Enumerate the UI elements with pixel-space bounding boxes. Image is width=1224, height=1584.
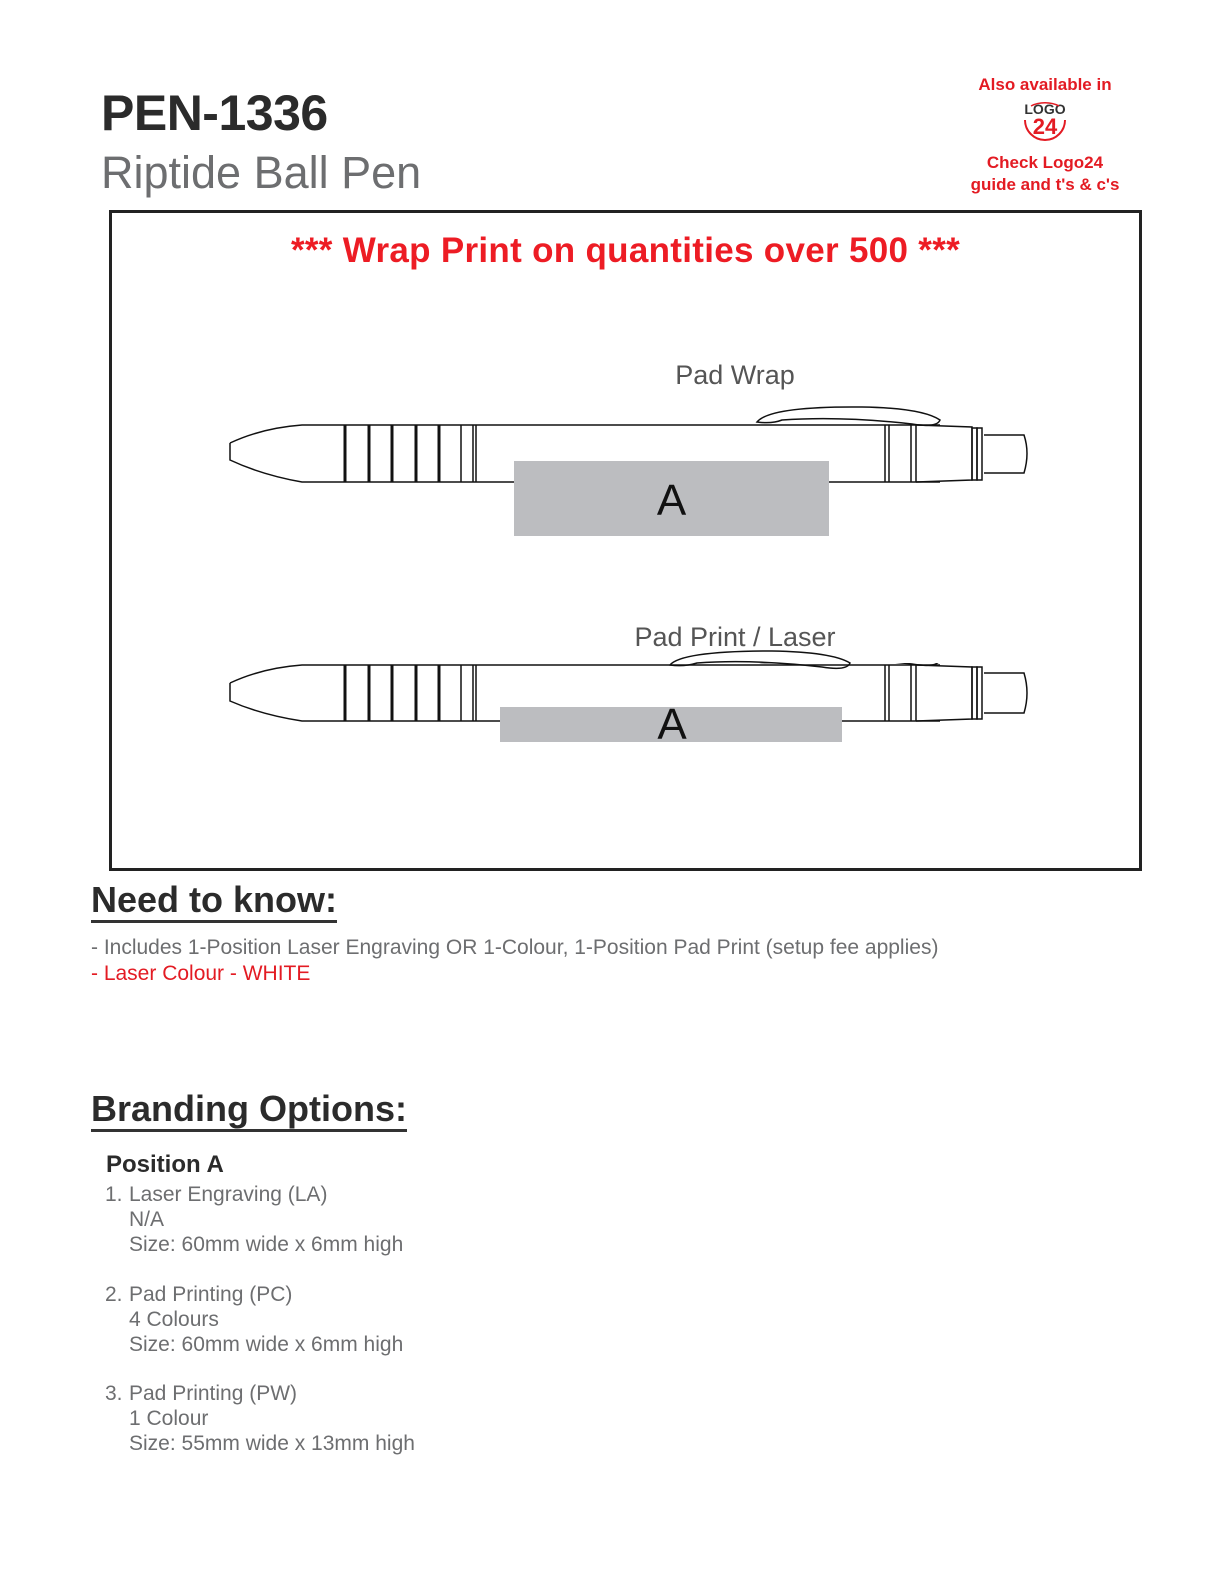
promo-line-check: Check Logo24 [986,153,1104,173]
option-number: 1. [105,1183,123,1206]
branding-option [105,1182,403,1257]
branding-options-section [91,1090,407,1132]
position-marker-a: A [657,700,687,749]
option-size: Size: 55mm wide x 13mm high [129,1432,415,1455]
option-name: Pad Printing (PC) [129,1283,293,1306]
view-label-pad-wrap: Pad Wrap [675,360,795,390]
wrap-print-banner: *** Wrap Print on quantities over 500 *** [290,231,961,270]
need-to-know-section [91,881,337,923]
pen-diagram-frame [109,210,1142,871]
option-colours: 1 Colour [129,1407,209,1430]
option-number: 2. [105,1283,123,1306]
print-area-a-wrap: A [514,461,829,536]
view-label-pad-print-laser: Pad Print / Laser [634,622,836,652]
product-code: PEN-1336 [101,85,328,141]
need-to-know-item-laser-colour: - Laser Colour - WHITE [91,962,311,985]
option-colours: N/A [129,1208,165,1231]
branding-option [105,1282,403,1357]
branding-option [105,1381,415,1456]
option-size: Size: 60mm wide x 6mm high [129,1233,404,1256]
position-a-heading: Position A [106,1151,224,1178]
option-colours: 4 Colours [129,1308,219,1331]
logo24-icon [1017,100,1073,150]
need-to-know-heading: Need to know: [91,881,337,923]
promo-line-guide: guide and t's & c's [970,175,1120,195]
logo24-promo [950,74,1140,196]
option-name: Laser Engraving (LA) [129,1183,328,1206]
product-name: Riptide Ball Pen [101,147,422,198]
logo24-number: 24 [1032,114,1058,140]
option-name: Pad Printing (PW) [129,1382,298,1405]
option-number: 3. [105,1382,123,1405]
need-to-know-item: - Includes 1-Position Laser Engraving OR 1-Colour, 1-Position Pad Print (setup fee applies) [91,936,939,959]
logo24-top-text: LOGO [1024,101,1066,118]
promo-line-available: Also available in [978,75,1112,94]
logo24-ring-icon [1017,100,1073,150]
branding-options-heading: Branding Options: [91,1090,407,1132]
option-size: Size: 60mm wide x 6mm high [129,1333,404,1356]
need-to-know-list [91,935,938,987]
pen-clip-pad-print [222,633,1032,673]
